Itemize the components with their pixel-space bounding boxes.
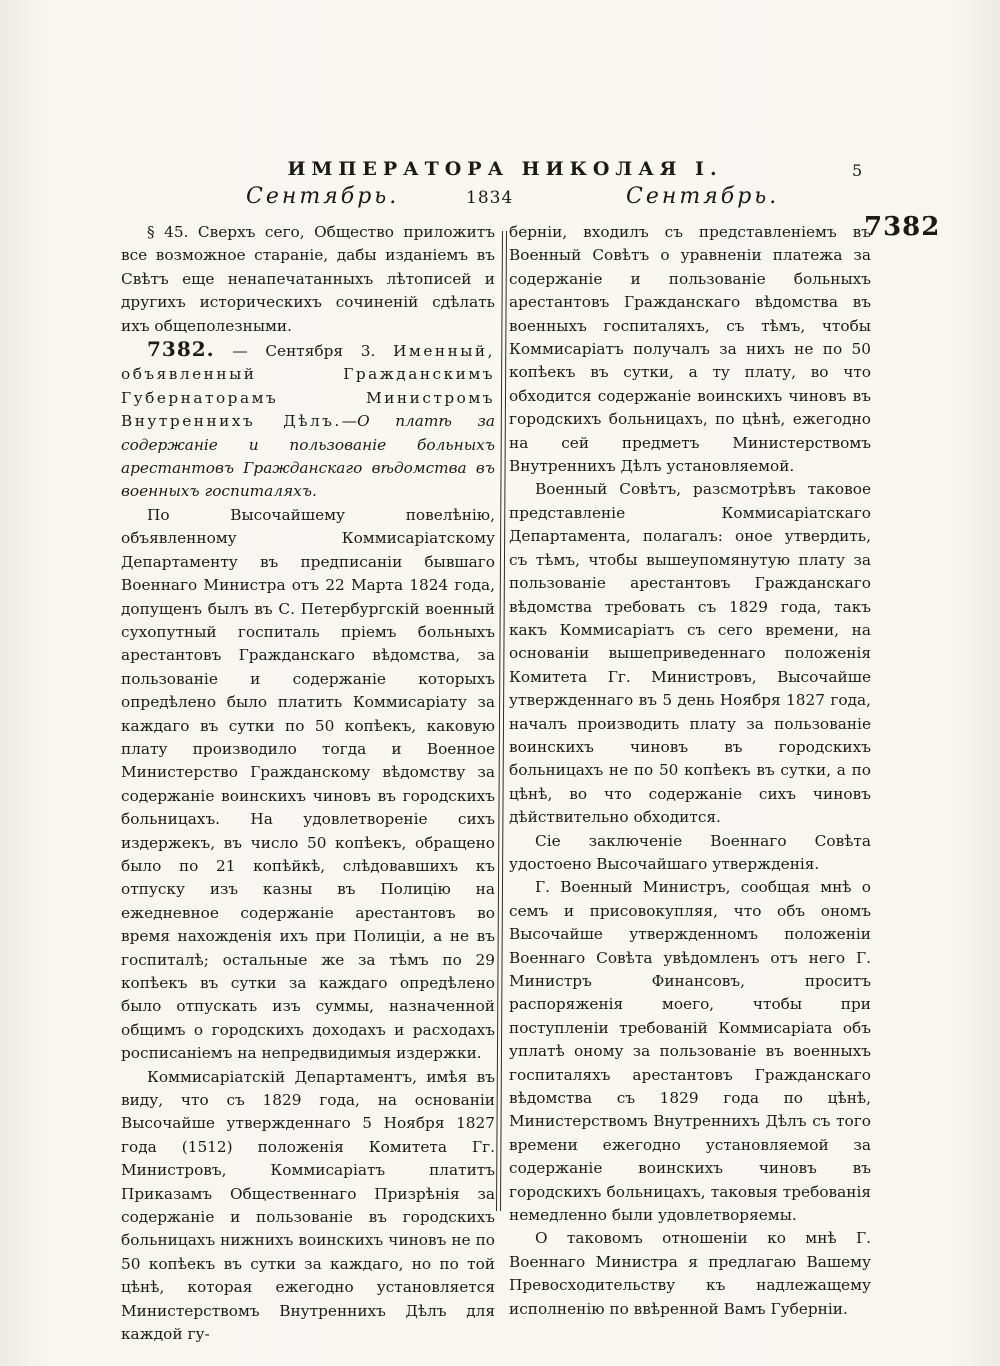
paragraph-left-2: Коммисаріатскій Департаментъ, имѣя въ виду, что съ 1829 года, на основаніи Высочайше утвержденнаго 5 Ноября 1827 года (1512) положенія Комитета Гг. Министровъ, Коммисаріатъ платитъ Приказамъ Общественнаго Призрѣнія за содержаніе и пользованіе въ городскихъ больницахъ нижнихъ воинскихъ чиновъ не по 50 копѣекъ въ сутки за каждаго, но по той цѣнѣ, которая ежегодно установляется Министерствомъ Внутреннихъ Дѣлъ для каждой гу- — [121, 1067, 495, 1344]
paragraph-right-1: берніи, входилъ съ представленіемъ въ Военный Совѣтъ о уравненіи платежа за содержаніе и пользованіе больныхъ арестантовъ Гражданскаго вѣдомства въ военныхъ госпиталяхъ, съ тѣмъ, чтобы Коммисаріатъ получалъ за нихъ не по 50 копѣекъ въ сутки, а ту плату, во что обходится содержаніе воинскихъ чиновъ въ городскихъ больницахъ, по цѣнѣ, ежегодно на сей предметъ Министерствомъ Внутреннихъ Дѣлъ установляемой. — [509, 223, 871, 476]
left-column — [121, 221, 495, 1347]
margin-act-number: 7382 — [864, 212, 941, 242]
running-head-year: 1834 — [466, 188, 514, 208]
page-title: ИМПЕРАТОРА НИКОЛАЯ I. — [287, 158, 723, 180]
act-heading-number: 7382. — [147, 337, 215, 362]
paragraph-right-3: Сіе заключеніе Военнаго Совѣта удостоено Высочайшаго утвержденія. — [509, 831, 871, 873]
act-heading — [121, 338, 495, 504]
page-number: 5 — [852, 161, 863, 180]
paragraph-left-1: По Высочайшему повелѣнію, объявленному Коммисаріатскому Департаменту въ предписаніи бывшаго Военнаго Министра отъ 22 Марта 1824 года, допущенъ былъ въ С. Петербургскій военный сухопутный госпиталь пріемъ больныхъ арестантовъ Гражданскаго вѣдомства, за пользованіе и содержаніе которыхъ опредѣлено было платить Коммисаріату за каждаго въ сутки по 50 копѣекъ, каковую плату производило тогда и Военное Министерство Гражданскому вѣдомству за содержаніе воинскихъ чиновъ въ городскихъ больницахъ. На удовлетвореніе сихъ издержекъ, въ число 50 копѣекъ, обращено было по 21 копѣйкѣ, слѣдовавшихъ къ отпуску изъ казны въ Полицію на ежедневное содержаніе арестантовъ во время нахожденія ихъ при Полиціи, а не въ госпиталѣ; остальные же за тѣмъ по 29 копѣекъ въ сутки за каждаго опредѣлено было отпускать изъ суммы, назначенной общимъ о городскихъ доходахъ и расходахъ росписаніемъ на непредвидимыя издержки. — [121, 505, 495, 1063]
act-heading-title: —О платѣ за содержаніе и пользованіе больныхъ арестантовъ Гражданскаго вѣдомства въ военныхъ госпиталяхъ. — [121, 412, 495, 501]
paragraph-right-5: О таковомъ отношеніи ко мнѣ Г. Военнаго Министра я предлагаю Вашему Превосходительству къ надлежащему исполненію по ввѣренной Вамъ Губерніи. — [509, 1229, 871, 1318]
paragraph-section-45: § 45. Сверхъ сего, Общество приложитъ все возможное стараніе, дабы изданіемъ въ Свѣтъ еще ненапечатанныхъ лѣтописей и другихъ историческихъ сочиненій сдѣлать ихъ общеполезными. — [121, 223, 495, 335]
right-column — [509, 221, 871, 1321]
paragraph-right-4: Г. Военный Министръ, сообщая мнѣ о семъ и присовокупляя, что объ ономъ Высочайше утвержденномъ положеніи Военнаго Совѣта увѣдомленъ отъ него Г. Министръ Финансовъ, проситъ распоряженія моего, чтобы при поступленіи требованій Коммисаріата объ уплатѣ оному за пользованіе въ военныхъ госпиталяхъ арестантовъ Гражданскаго вѣдомства съ 1829 года по цѣнѣ, Министерствомъ Внутреннихъ Дѣлъ съ того времени ежегодно установляемой за содержаніе воинскихъ чиновъ въ городскихъ больницахъ, таковыя требованія немедленно были удовлетворяемы. — [509, 878, 871, 1225]
act-heading-date: — Сентября 3. — [214, 342, 394, 361]
act-heading-type: Именный, объявленный Гражданскимъ Губернаторамъ Министромъ Внутреннихъ Дѣлъ. — [121, 342, 495, 431]
column-divider-rule — [496, 231, 507, 1211]
paragraph-right-2: Военный Совѣтъ, разсмотрѣвъ таковое представленіе Коммисаріатскаго Департамента, полагалъ: оное утвердить, съ тѣмъ, чтобы вышеупомянутую плату за пользованіе арестантовъ Гражданскаго вѣдомства требовать съ 1829 года, такъ какъ Коммисаріатъ съ сего времени, на основаніи вышеприведеннаго положенія Комитета Гг. Министровъ, Высочайше утвержденнаго въ 5 день Ноября 1827 года, началъ производить плату за пользованіе воинскихъ чиновъ въ городскихъ больницахъ не по 50 копѣекъ въ сутки, а по цѣнѣ, во что содержаніе сихъ чиновъ дѣйствительно обходится. — [509, 480, 871, 827]
running-head-month-right: Сентябрь. — [626, 184, 780, 209]
running-head-month-left: Сентябрь. — [246, 184, 400, 209]
